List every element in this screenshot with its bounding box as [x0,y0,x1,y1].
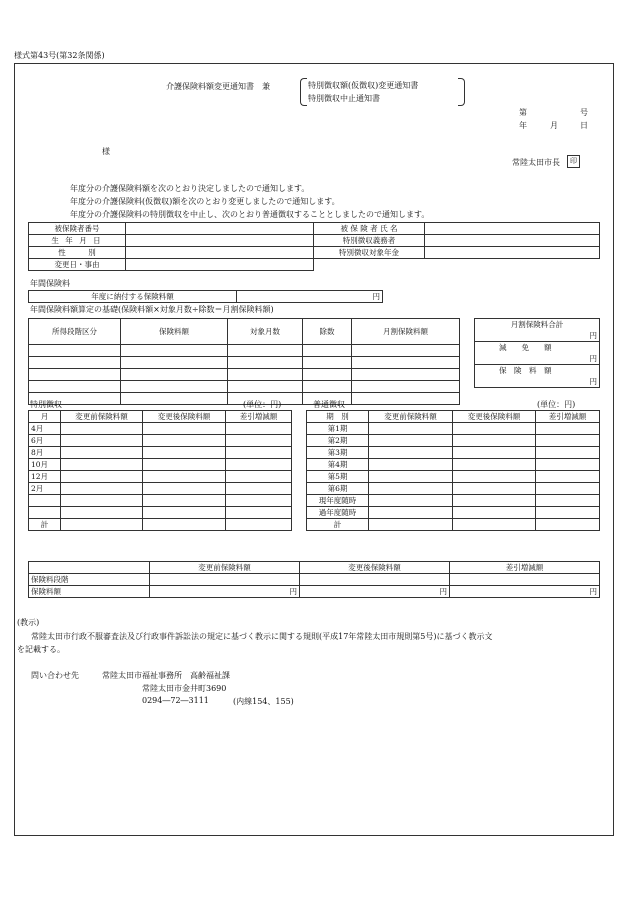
insured-name-value [425,223,600,235]
table-row [475,330,600,342]
monthly-total-label: 月割保険料合計 [475,319,600,331]
normal-col-before: 変更前保険料額 [369,411,453,423]
monthly-total-unit: 円 [475,330,600,342]
basis-table [28,318,460,405]
compare-row-stage: 保険料段階 [29,574,150,586]
compare-unit: 円 [450,586,600,598]
table-row [29,435,292,447]
table-row [307,507,600,519]
sex-label: 性 別 [29,247,126,259]
table-row [307,423,600,435]
table-row [307,495,600,507]
contact-office: 常陸太田市福祉事務所 高齢福祉課 [102,671,230,680]
normal-period: 第4期 [307,459,369,471]
doc-number-prefix: 第 [519,108,527,117]
table-row [29,586,600,598]
contact-address: 常陸太田市金井町3690 [142,684,227,693]
table-row [29,319,460,345]
table-row [307,447,600,459]
special-total-label: 計 [29,519,61,531]
notice-line-2: を記載する。 [17,645,65,654]
obligor-value [425,235,600,247]
insured-number-label: 被保険者番号 [29,223,126,235]
date-year: 年 [519,121,527,130]
compare-unit: 円 [150,586,300,598]
normal-col-after: 変更後保険料額 [453,411,536,423]
annual-heading: 年間保険料 [30,279,70,288]
intro-line-3: 年度分の介護保険料の特別徴収を中止し、次のとおり普通徴収することとしましたので通知します。 [70,210,430,219]
special-unit-note: (単位：円) [243,400,282,409]
annual-premium-unit: 円 [237,291,383,303]
basis-heading: 年間保険料額算定の基礎(保険料額×対象月数÷除数＝月割保険料額) [30,305,274,314]
bracket-left [300,78,307,106]
special-month [29,495,61,507]
recipient-suffix: 様 [102,147,110,156]
special-month [29,507,61,519]
table-row [29,483,292,495]
title-option-special-change: 特別徴収額(仮徴収)変更通知書 [308,81,419,90]
special-month: 6月 [29,435,61,447]
table-row [307,483,600,495]
table-row [29,562,600,574]
pension-value [425,247,600,259]
basis-col-income-stage: 所得段階区分 [29,319,121,345]
compare-col-after: 変更後保険料額 [300,562,450,574]
title-main: 介護保険料額変更通知書 兼 [166,82,270,91]
form-number: 様式第43号(第32条関係) [14,51,105,60]
special-month: 8月 [29,447,61,459]
table-row [29,357,460,369]
monthly-summary-table [474,318,600,388]
normal-collection-table [306,410,600,531]
normal-period: 第6期 [307,483,369,495]
normal-period: 第2期 [307,435,369,447]
normal-period: 現年度随時 [307,495,369,507]
normal-col-diff: 差引増減額 [536,411,600,423]
special-col-before: 変更前保険料額 [61,411,143,423]
normal-total-label: 計 [307,519,369,531]
basis-col-divisor: 除数 [303,319,352,345]
reduction-label: 減 免 額 [475,342,600,354]
normal-period: 第5期 [307,471,369,483]
special-month: 10月 [29,459,61,471]
table-row [29,507,292,519]
notice-heading: (教示) [17,618,40,627]
contact-phone: 0294―72―3111 [142,696,209,705]
table-row [29,519,292,531]
special-col-diff: 差引増減額 [226,411,292,423]
table-row [307,519,600,531]
table-row [29,574,600,586]
change-date-value [126,259,314,271]
table-row [475,353,600,365]
pension-label: 特別徴収対象年金 [314,247,425,259]
special-month: 2月 [29,483,61,495]
normal-unit-note: (単位：円) [537,400,576,409]
obligor-label: 特別徴収義務者 [314,235,425,247]
compare-col-diff: 差引増減額 [450,562,600,574]
table-row [29,471,292,483]
table-row [475,376,600,388]
date-month: 月 [550,121,558,130]
table-row [475,365,600,377]
table-row [29,235,600,247]
table-row [475,319,600,331]
table-row [29,247,600,259]
intro-line-2: 年度分の介護保険料(仮徴収)額を次のとおり変更しましたので通知します。 [70,197,340,206]
doc-number-suffix: 号 [580,108,588,117]
issuer: 常陸太田市長 [512,158,560,167]
table-row [475,342,600,354]
table-row [307,471,600,483]
compare-unit: 円 [300,586,450,598]
table-row [29,411,292,423]
basis-col-months: 対象月数 [228,319,303,345]
special-month: 4月 [29,423,61,435]
notice-line-1: 常陸太田市行政不服審査法及び行政事件訴訟法の規定に基づく教示に関する規則(平成17年常陸太田市規則第5号)に基づく教示文 [31,632,493,641]
insured-info-table [28,222,600,271]
table-row [29,223,600,235]
special-month: 12月 [29,471,61,483]
table-row [307,411,600,423]
birthdate-label: 生 年 月 日 [29,235,126,247]
premium-unit: 円 [475,376,600,388]
table-row [29,259,600,271]
table-row [29,345,460,357]
change-date-label: 変更日・事由 [29,259,126,271]
table-row [29,459,292,471]
special-col-after: 変更後保険料額 [143,411,226,423]
seal-stamp: 印 [567,155,580,168]
contact-extension: (内線154、155) [233,697,294,706]
table-row [29,423,292,435]
normal-period: 第1期 [307,423,369,435]
basis-col-monthly-premium: 月割保険料額 [352,319,460,345]
basis-col-premium: 保険料額 [121,319,228,345]
table-row [29,291,383,303]
normal-col-period: 期 別 [307,411,369,423]
table-row [307,459,600,471]
insured-number-value [126,223,314,235]
normal-period: 過年度随時 [307,507,369,519]
annual-premium-label: 年度に納付する保険料額 [29,291,237,303]
table-row [29,495,292,507]
table-row [307,435,600,447]
date-day: 日 [580,121,588,130]
title-option-special-stop: 特別徴収中止通知書 [308,94,380,103]
bracket-right [458,78,465,106]
insured-name-label: 被 保 険 者 氏 名 [314,223,425,235]
sex-value [126,247,314,259]
contact-label: 問い合わせ先 [31,671,79,680]
compare-row-premium: 保険料額 [29,586,150,598]
special-heading: 特別徴収 [30,400,62,409]
premium-label: 保 険 料 額 [475,365,600,377]
special-col-month: 月 [29,411,61,423]
table-row [29,381,460,393]
annual-premium-table [28,290,383,303]
birthdate-value [126,235,314,247]
compare-col-before: 変更前保険料額 [150,562,300,574]
special-collection-table [28,410,292,531]
intro-line-1: 年度分の介護保険料額を次のとおり決定しましたので通知します。 [70,184,310,193]
normal-period: 第3期 [307,447,369,459]
table-row [29,369,460,381]
comparison-table [28,561,600,598]
normal-heading: 普通徴収 [313,400,345,409]
reduction-unit: 円 [475,353,600,365]
table-row [29,447,292,459]
